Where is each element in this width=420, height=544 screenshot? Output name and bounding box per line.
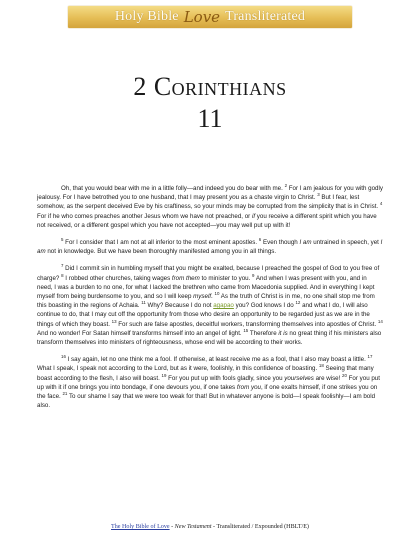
verse-text: as a chaste virgin to Christ. bbox=[239, 194, 318, 202]
verse-text: And no wonder! For Satan himself transforms himself into an angel of light. bbox=[37, 329, 244, 337]
italic-text: yourselves bbox=[284, 374, 314, 382]
verse-text: For if he who comes preaches another Jesus whom we have not preached, or bbox=[37, 212, 252, 220]
verse-text: , if one exalts himself, if one strikes you on the face. bbox=[37, 383, 378, 401]
verse-number: 7 bbox=[61, 263, 64, 269]
verse-text: And when I was present with you, and in need, I was a burden to no one, for what I lacked the brethren who came from Macedonia supplied. And in everything I kept myself from being burdensome to you, and so I will keep bbox=[37, 274, 375, 301]
footer-separator: - bbox=[169, 524, 175, 530]
verse-text: I robbed other churches, taking wages bbox=[63, 274, 172, 282]
scripture-paragraph bbox=[37, 184, 383, 230]
verse-number: 6 bbox=[258, 236, 262, 242]
footer-link-holy-bible-of-love[interactable]: The Holy Bible of Love bbox=[111, 524, 170, 530]
verse-text: Oh, that you would bear with me in a little folly—and indeed you do bear with me. bbox=[61, 185, 285, 192]
verse-text: are wise! bbox=[313, 374, 343, 382]
verse-number: 21 bbox=[62, 391, 68, 396]
italic-text: from you bbox=[236, 383, 261, 391]
verse-text: Why? Because I do not bbox=[145, 302, 214, 310]
verse-number: 12 bbox=[295, 300, 301, 306]
verse-text: As the truth of Christ is in me, no one shall stop me from this boasting in the regions of Achaia. bbox=[37, 293, 375, 310]
italic-text: from them bbox=[171, 274, 200, 282]
site-banner bbox=[68, 6, 352, 28]
verse-number: 13 bbox=[111, 318, 117, 324]
verse-text: untrained in speech, yet bbox=[311, 239, 381, 247]
verse-text: But I fear, lest somehow, as the serpent deceived Eve by his craftiness, so your minds may be corrupted from the simplicity that is in Christ. bbox=[37, 194, 380, 211]
page-footer bbox=[0, 524, 420, 530]
verse-number: 15 bbox=[243, 327, 249, 333]
italic-text: I am bbox=[37, 239, 383, 256]
verse-text: you receive a different spirit which you have not received, or a different gospel which you have not accepted—you may well put up with it! bbox=[37, 212, 377, 229]
verse-text: For such are false apostles, deceitful workers, transforming themselves into apostles of Christ. bbox=[116, 320, 378, 328]
scripture-paragraph bbox=[37, 264, 383, 347]
verse-text: Did I commit sin in humbling myself that you might be exalted, because I preached the gospel of God to you free of charge? bbox=[37, 265, 380, 282]
verse-number: 2 bbox=[284, 182, 288, 188]
verse-text: not in knowledge. But we have been thoroughly manifested among you in all things. bbox=[45, 248, 277, 256]
book-title: 2 Corinthians bbox=[133, 72, 287, 101]
verse-number: 14 bbox=[377, 318, 383, 324]
verse-number: 5 bbox=[61, 236, 64, 242]
verse-text: and what I do, I will also continue to do, that I may cut off the opportunity from those who desire an opportunity to be regarded just as we are in the things of which they boast. bbox=[37, 302, 370, 328]
verse-number: 18 bbox=[318, 363, 324, 369]
verse-text: . bbox=[211, 293, 215, 301]
verse-number: 11 bbox=[141, 300, 146, 306]
verse-text: no great thing if his ministers also transform themselves into ministers of righteousness, whose end will be according to their works. bbox=[37, 329, 382, 347]
footer-subtitle: - Transliterated / Expounded (HBLT/E) bbox=[211, 524, 309, 530]
verse-number: 9 bbox=[252, 272, 255, 278]
verse-text: For I am jealous for you with godly jealousy. For I have betrothed you to one husband, that I may present bbox=[37, 185, 383, 202]
banner-text-love: Love bbox=[183, 8, 221, 26]
verse-number: 4 bbox=[379, 201, 383, 207]
verse-text: , if one takes bbox=[200, 383, 237, 391]
verse-text: Even though bbox=[261, 239, 300, 247]
verse-text: What I speak, I speak not according to the Lord, but as it were, foolishly, in this confidence of boasting. bbox=[37, 365, 319, 373]
italic-text: it is bbox=[278, 329, 288, 337]
agapao-link[interactable]: agapao bbox=[213, 302, 234, 310]
verse-number: 8 bbox=[61, 272, 64, 278]
banner-text-transliterated: Transliterated bbox=[225, 9, 306, 24]
verse-text: Therefore bbox=[248, 329, 279, 337]
scripture-body bbox=[37, 184, 383, 418]
verse-text: For you put up with fools gladly, since you bbox=[166, 374, 285, 382]
verse-text: To our shame I say that we were too weak for that! But in whatever anyone is bold—I speak foolishly—I am bold also. bbox=[37, 393, 376, 410]
chapter-number: 11 bbox=[197, 104, 223, 133]
verse-number: 10 bbox=[214, 290, 220, 296]
banner-text-holy-bible: Holy Bible bbox=[114, 9, 179, 24]
footer-new-testament: New Testament bbox=[174, 524, 212, 530]
verse-text: For you put up with it if one brings you into bondage, if one devours bbox=[37, 374, 380, 391]
italic-text: if bbox=[251, 212, 256, 220]
verse-number: 16 bbox=[61, 354, 66, 360]
verse-number: 3 bbox=[317, 192, 320, 198]
italic-text: you bbox=[190, 383, 201, 391]
italic-text: you bbox=[229, 194, 240, 202]
verse-text: you? God knows I do bbox=[233, 302, 296, 310]
verse-text: Seeing that many boast according to the flesh, I also will boast. bbox=[37, 365, 374, 382]
scripture-paragraph bbox=[37, 355, 383, 410]
verse-number: 20 bbox=[342, 372, 347, 378]
verse-text: I say again, let no one think me a fool. If otherwise, at least receive me as a fool, that I also may boast a little. bbox=[65, 356, 368, 364]
verse-number: 19 bbox=[161, 372, 167, 378]
verse-text: For I consider that I am not at all inferior to the most eminent apostles. bbox=[63, 239, 259, 247]
verse-number: 17 bbox=[367, 354, 373, 360]
verse-text: to minister to you. bbox=[199, 274, 253, 282]
italic-text: I am bbox=[299, 239, 312, 247]
scripture-paragraph bbox=[37, 238, 383, 256]
italic-text: myself bbox=[193, 293, 212, 301]
